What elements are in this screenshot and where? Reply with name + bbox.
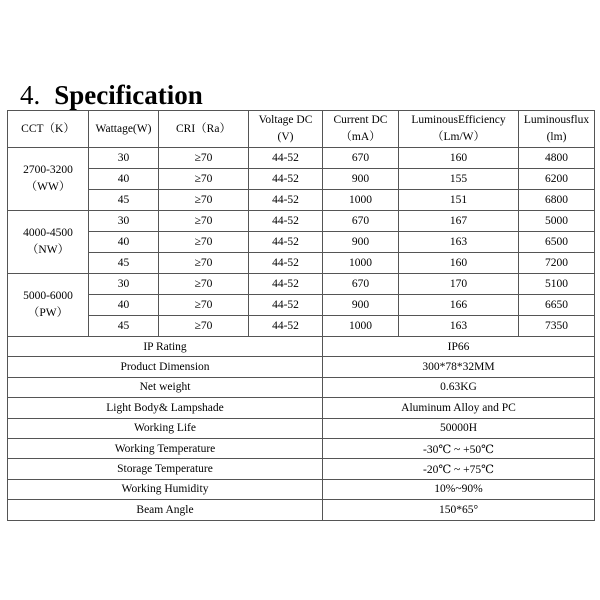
property-row [8,479,595,499]
property-value: 50000H [323,418,595,438]
cct-range: 2700-3200 [23,164,73,176]
property-value: Aluminum Alloy and PC [323,398,595,418]
header-current-line2: （mA） [340,131,381,143]
header-efficiency-line2: （Lm/W） [431,131,486,143]
voltage-cell: 44-52 [249,148,323,169]
property-row [8,438,595,458]
voltage-cell: 44-52 [249,169,323,190]
property-label: Working Humidity [8,479,323,499]
flux-cell: 4800 [519,148,595,169]
property-label: Storage Temperature [8,459,323,479]
header-voltage [249,111,323,148]
property-value: IP66 [323,337,595,357]
section-title: Specification [54,80,203,110]
wattage-cell: 45 [89,253,159,274]
header-cct: CCT（K） [8,111,89,148]
header-flux [519,111,595,148]
property-value: -20℃ ~ +75℃ [323,459,595,479]
cct-cell [8,211,89,274]
property-row [8,500,595,520]
voltage-cell: 44-52 [249,190,323,211]
current-cell: 900 [323,232,399,253]
section-heading [20,78,203,112]
cct-cell [8,274,89,337]
cct-cell [8,148,89,211]
cri-cell: ≥70 [159,211,249,232]
table-row [8,316,595,337]
efficiency-cell: 166 [399,295,519,316]
header-flux-line2: (lm) [546,131,567,143]
property-value: 150*65° [323,500,595,520]
header-row [8,111,595,148]
property-row [8,357,595,377]
cri-cell: ≥70 [159,169,249,190]
cri-cell: ≥70 [159,148,249,169]
flux-cell: 6200 [519,169,595,190]
spec-rows [8,148,595,337]
flux-cell: 6650 [519,295,595,316]
property-label: Product Dimension [8,357,323,377]
flux-cell: 6800 [519,190,595,211]
wattage-cell: 30 [89,211,159,232]
cct-range: 4000-4500 [23,227,73,239]
table-row [8,211,595,232]
voltage-cell: 44-52 [249,253,323,274]
flux-cell: 5100 [519,274,595,295]
current-cell: 1000 [323,190,399,211]
table-row [8,169,595,190]
header-voltage-line1: Voltage DC [258,114,313,126]
header-wattage: Wattage(W) [89,111,159,148]
flux-cell: 5000 [519,211,595,232]
header-efficiency-line1: LuminousEfficiency [411,114,506,126]
table-row [8,190,595,211]
voltage-cell: 44-52 [249,232,323,253]
property-value: 10%~90% [323,479,595,499]
cri-cell: ≥70 [159,232,249,253]
header-efficiency [399,111,519,148]
wattage-cell: 40 [89,295,159,316]
cri-cell: ≥70 [159,274,249,295]
property-row [8,459,595,479]
wattage-cell: 45 [89,190,159,211]
property-value: 300*78*32MM [323,357,595,377]
cri-cell: ≥70 [159,316,249,337]
efficiency-cell: 170 [399,274,519,295]
property-value: 0.63KG [323,377,595,397]
current-cell: 670 [323,211,399,232]
section-number: 4. [20,80,41,110]
voltage-cell: 44-52 [249,295,323,316]
efficiency-cell: 167 [399,211,519,232]
voltage-cell: 44-52 [249,211,323,232]
wattage-cell: 45 [89,316,159,337]
efficiency-cell: 151 [399,190,519,211]
efficiency-cell: 160 [399,253,519,274]
header-voltage-line2: (V) [277,131,294,143]
header-current [323,111,399,148]
header-flux-line1: Luminousflux [523,114,590,126]
current-cell: 1000 [323,316,399,337]
flux-cell: 7200 [519,253,595,274]
property-row [8,418,595,438]
wattage-cell: 30 [89,148,159,169]
cct-code: （WW） [25,181,71,193]
table-row [8,295,595,316]
header-current-line1: Current DC [333,114,388,126]
flux-cell: 6500 [519,232,595,253]
property-label: Light Body& Lampshade [8,398,323,418]
cri-cell: ≥70 [159,190,249,211]
property-rows [8,337,595,521]
table-row [8,148,595,169]
property-label: Working Life [8,418,323,438]
current-cell: 670 [323,148,399,169]
property-label: Beam Angle [8,500,323,520]
cri-cell: ≥70 [159,253,249,274]
property-row [8,398,595,418]
wattage-cell: 40 [89,169,159,190]
header-cri: CRI（Ra） [159,111,249,148]
cri-cell: ≥70 [159,295,249,316]
property-value: -30℃ ~ +50℃ [323,438,595,458]
property-label: Net weight [8,377,323,397]
wattage-cell: 40 [89,232,159,253]
property-row [8,377,595,397]
current-cell: 900 [323,169,399,190]
efficiency-cell: 160 [399,148,519,169]
property-label: Working Temperature [8,438,323,458]
voltage-cell: 44-52 [249,316,323,337]
table-row [8,274,595,295]
table-row [8,253,595,274]
property-label: IP Rating [8,337,323,357]
current-cell: 670 [323,274,399,295]
voltage-cell: 44-52 [249,274,323,295]
specification-table [7,110,595,521]
wattage-cell: 30 [89,274,159,295]
current-cell: 1000 [323,253,399,274]
efficiency-cell: 155 [399,169,519,190]
property-row [8,337,595,357]
cct-code: （PW） [27,307,69,319]
cct-code: （NW） [26,244,70,256]
current-cell: 900 [323,295,399,316]
table-row [8,232,595,253]
flux-cell: 7350 [519,316,595,337]
efficiency-cell: 163 [399,316,519,337]
cct-range: 5000-6000 [23,290,73,302]
efficiency-cell: 163 [399,232,519,253]
